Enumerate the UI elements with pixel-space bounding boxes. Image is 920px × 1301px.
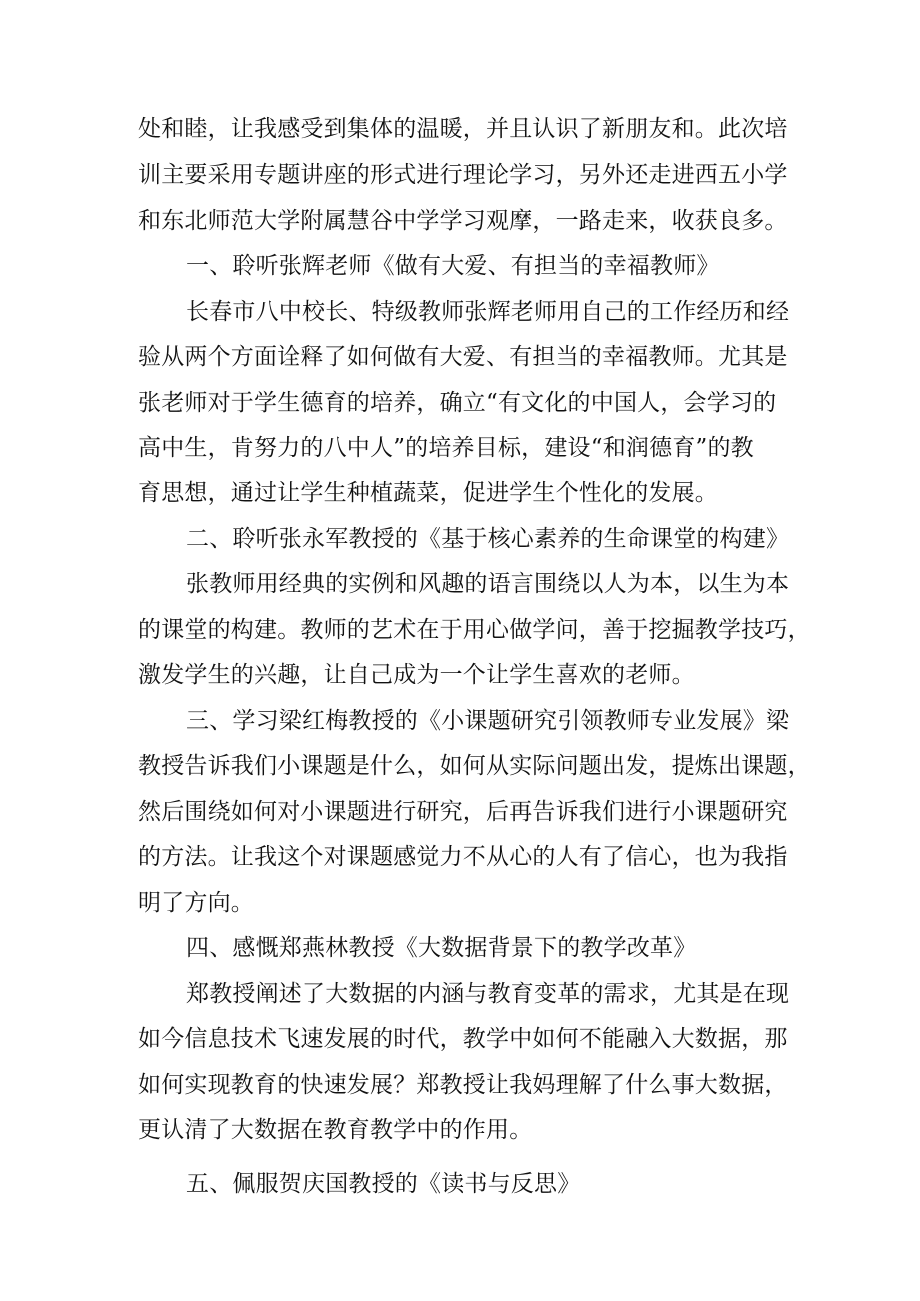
text-line: 激发学生的兴趣，让自己成为一个让学生喜欢的老师。 bbox=[138, 662, 695, 688]
section-heading: 一、聆听张辉老师《做有大爱、有担当的幸福教师》 bbox=[186, 253, 720, 279]
section-heading: 四、感慨郑燕林教授《大数据背景下的教学改革》 bbox=[186, 935, 697, 961]
text-line: 如何实现教育的快速发展？郑教授让我妈理解了什么事大数据， bbox=[138, 1072, 788, 1098]
text-line: 长春市八中校长、特级教师张辉老师用自己的工作经历和经 bbox=[186, 299, 790, 325]
text-line: 的课堂的构建。教师的艺术在于用心做学问，善于挖掘教学技巧， bbox=[138, 617, 811, 643]
text-line: 训主要采用专题讲座的形式进行理论学习，另外还走进西五小学 bbox=[138, 162, 788, 188]
text-line: 郑教授阐述了大数据的内涵与教育变革的需求，尤其是在现 bbox=[186, 981, 790, 1007]
text-line: 如今信息技术飞速发展的时代，教学中如何不能融入大数据，那 bbox=[138, 1026, 788, 1052]
text-line: 高中生，肯努力的八中人”的培养目标，建设“和润德育”的教 bbox=[138, 435, 754, 461]
text-line: 教授告诉我们小课题是什么，如何从实际问题出发，提炼出课题， bbox=[138, 753, 811, 779]
section-heading: 二、聆听张永军教授的《基于核心素养的生命课堂的构建》 bbox=[186, 526, 790, 552]
text-line: 处和睦，让我感受到集体的温暖，并且认识了新朋友和。此次培 bbox=[138, 116, 788, 142]
text-line: 张老师对于学生德育的培养，确立“有文化的中国人，会学习的 bbox=[138, 390, 777, 416]
text-line: 验从两个方面诠释了如何做有大爱、有担当的幸福教师。尤其是 bbox=[138, 344, 788, 370]
text-line: 明了方向。 bbox=[138, 890, 254, 916]
section-heading: 三、学习梁红梅教授的《小课题研究引领教师专业发展》梁 bbox=[186, 708, 790, 734]
text-line: 育思想，通过让学生种植蔬菜，促进学生个性化的发展。 bbox=[138, 480, 718, 506]
text-line: 的方法。让我这个对课题感觉力不从心的人有了信心，也为我指 bbox=[138, 844, 788, 870]
text-line: 更认清了大数据在教育教学中的作用。 bbox=[138, 1117, 533, 1143]
text-line: 张教师用经典的实例和风趣的语言围绕以人为本，以生为本 bbox=[186, 571, 790, 597]
section-heading: 五、佩服贺庆国教授的《读书与反思》 bbox=[186, 1171, 581, 1197]
text-line: 和东北师范大学附属慧谷中学学习观摩，一路走来，收获良多。 bbox=[138, 208, 788, 234]
text-line: 然后围绕如何对小课题进行研究，后再告诉我们进行小课题研究 bbox=[138, 799, 788, 825]
